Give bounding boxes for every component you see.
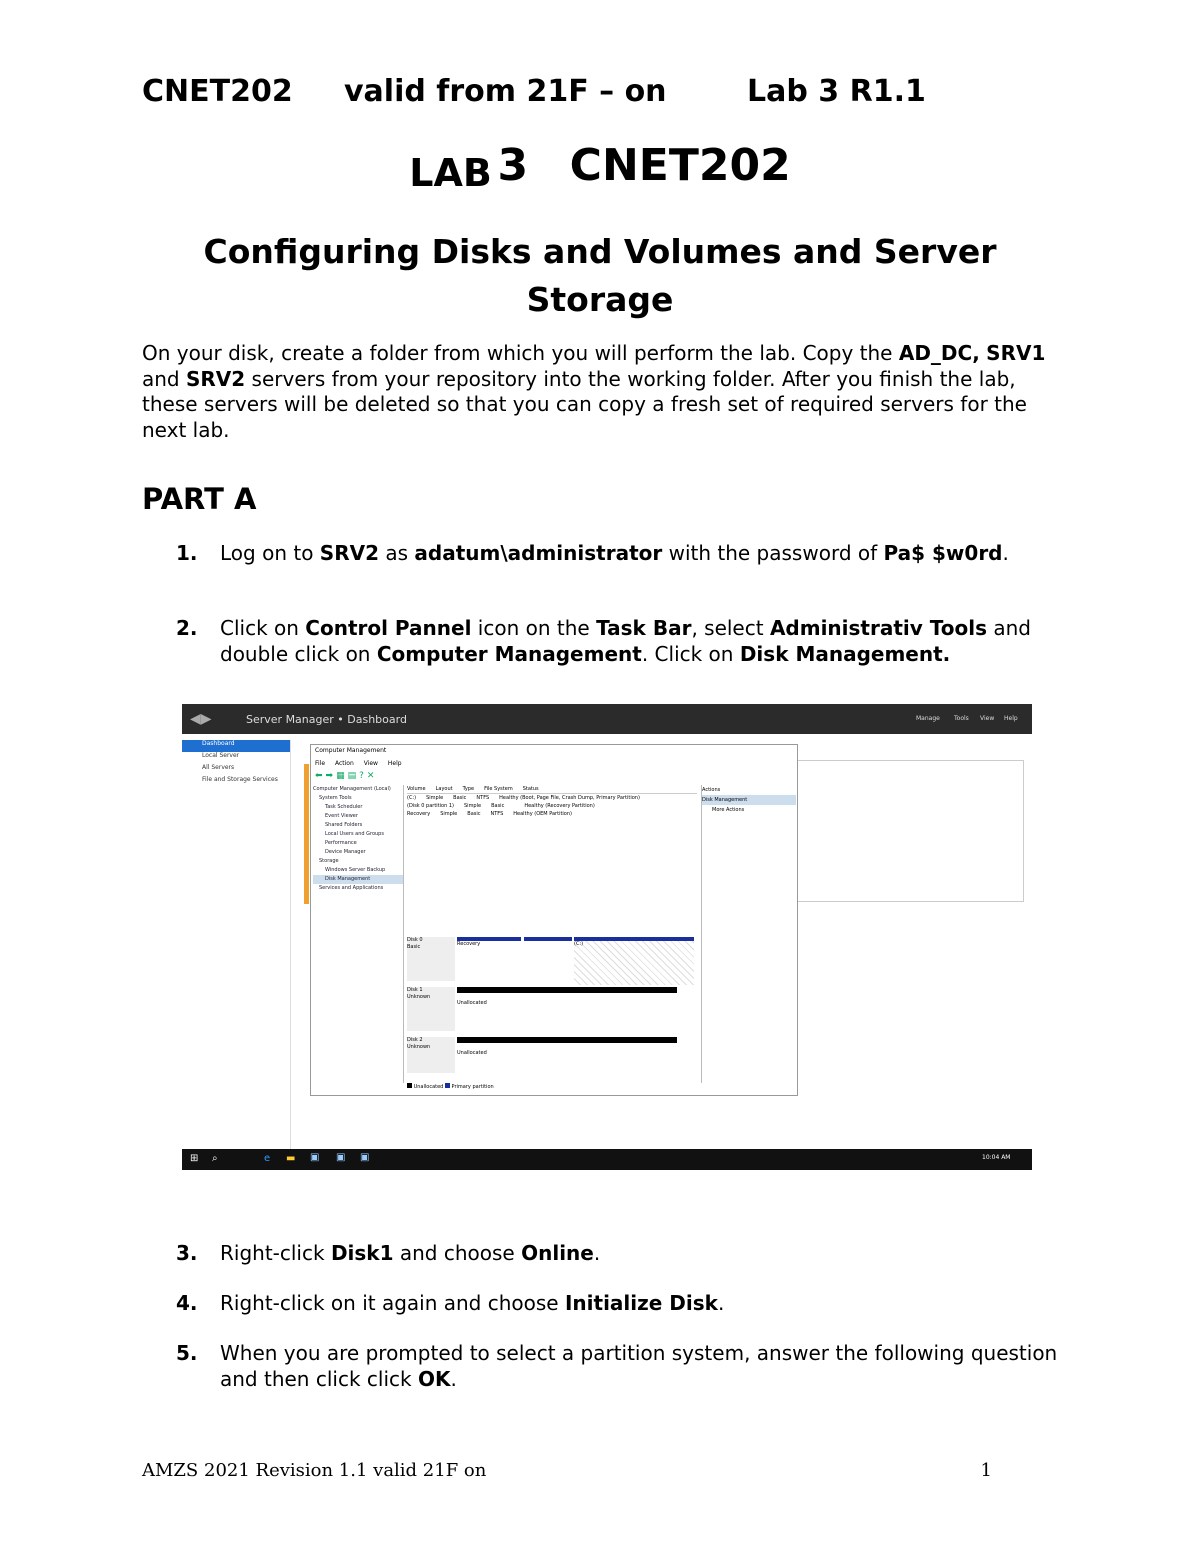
col-header[interactable]: File System [484, 786, 513, 792]
step-number: 1. [176, 541, 198, 565]
page-number: 1 [980, 1460, 992, 1481]
header-validity: valid from 21F – on [344, 74, 667, 109]
sm-menu-view[interactable]: View [980, 715, 995, 722]
document-subtitle: Configuring Disks and Volumes and Server Storage [203, 232, 997, 319]
lab-course: CNET202 [569, 140, 791, 191]
disk-0-label[interactable]: Disk 0 Basic [407, 937, 455, 981]
step-number: 4. [176, 1291, 198, 1315]
cm-menu-action[interactable]: Action [334, 760, 354, 767]
sm-right-panel [797, 760, 1024, 902]
lab-title [0, 140, 1200, 195]
step-number: 5. [176, 1341, 198, 1365]
actions-disk-management[interactable]: Disk Management [702, 795, 796, 805]
step-5 [176, 1341, 1056, 1393]
partition-c[interactable]: (C:) [574, 937, 694, 985]
computer-management-window [310, 744, 798, 1096]
sm-menu-manage[interactable]: Manage [916, 715, 940, 722]
volume-row[interactable]: (C:) Simple Basic NTFS Healthy (Boot, Page File, Crash Dump, Primary Partition) [407, 795, 640, 801]
tree-item-disk-management[interactable]: Disk Management [313, 875, 403, 884]
tree-item[interactable]: Performance [325, 840, 357, 846]
actions-more[interactable]: More Actions [712, 807, 745, 813]
step-text: Click on Control Pannel icon on the Task Bar, select Administrativ Tools and double click on Computer Management. Click on Disk Management. [220, 616, 1031, 666]
sidebar-item-local-server[interactable]: Local Server [202, 752, 240, 759]
step-3 [176, 1241, 1056, 1268]
volume-row[interactable]: Recovery Simple Basic NTFS Healthy (OEM Partition) [407, 811, 572, 817]
actions-pane [701, 785, 796, 1083]
server-manager-bar [182, 704, 1032, 734]
cm-menu-help[interactable]: Help [387, 760, 402, 767]
cm-tree [313, 785, 404, 1083]
header-lab: Lab 3 R1.1 [747, 74, 926, 109]
intro-text: servers from your repository into the working folder. After you finish the lab, these servers will be deleted so that you can copy a fresh set of required servers for the next lab. [142, 366, 1027, 442]
col-header[interactable]: Type [462, 786, 475, 792]
tree-item[interactable]: Shared Folders [325, 822, 363, 828]
disk-1-label[interactable]: Disk 1 Unknown [407, 987, 455, 1031]
intro-bold: SRV2 [185, 366, 246, 391]
sidebar-item-all-servers[interactable]: All Servers [202, 764, 235, 771]
partition-efi[interactable] [524, 937, 572, 985]
legend-primary: Primary partition [451, 1084, 494, 1090]
tree-item[interactable]: Windows Server Backup [325, 867, 386, 873]
volume-list-header [407, 785, 697, 794]
sm-sidebar [182, 740, 291, 1150]
computer-management-icon[interactable]: ▣ [336, 1152, 346, 1163]
step-text: Log on to SRV2 as adatum\administrator with the password of Pa$ $w0rd. [220, 541, 1009, 565]
tree-item[interactable]: Storage [319, 858, 339, 864]
tree-item[interactable]: Task Scheduler [325, 804, 363, 810]
page-footer [142, 1460, 992, 1481]
footer-text: AMZS 2021 Revision 1.1 valid 21F on [142, 1460, 487, 1481]
step-4 [176, 1291, 1056, 1318]
ie-icon[interactable]: e [264, 1153, 271, 1164]
col-header[interactable]: Layout [435, 786, 453, 792]
intro-text: On your disk, create a folder from which you will perform the lab. Copy the [142, 341, 899, 365]
col-header[interactable]: Volume [407, 786, 426, 792]
lab-number: 3 [497, 140, 529, 191]
partition-recovery[interactable]: Recovery [457, 937, 521, 985]
disk-2-label[interactable]: Disk 2 Unknown [407, 1037, 455, 1073]
sm-menu-tools[interactable]: Tools [954, 715, 969, 722]
tree-item[interactable]: Computer Management (Local) [313, 786, 391, 792]
tree-item[interactable]: Local Users and Groups [325, 831, 384, 837]
volume-row[interactable]: (Disk 0 partition 1) Simple Basic Healthy (Recovery Partition) [407, 803, 595, 809]
step-number: 2. [176, 616, 198, 640]
orange-accent [304, 764, 309, 904]
tree-item[interactable]: System Tools [319, 795, 352, 801]
tree-item[interactable]: Services and Applications [319, 885, 384, 891]
volume-list [407, 785, 697, 925]
disk-2-unallocated[interactable]: Unallocated [457, 1037, 677, 1079]
disk-1-unallocated[interactable]: Unallocated [457, 987, 677, 1037]
sidebar-item-file-storage[interactable]: File and Storage Services [202, 776, 278, 783]
step-1 [176, 541, 1056, 593]
back-forward-icon[interactable]: ◀▶ [190, 711, 212, 727]
step-number: 3. [176, 1241, 198, 1265]
intro-paragraph [142, 341, 1062, 443]
cm-menu [315, 760, 402, 767]
server-manager-screenshot [182, 688, 1032, 1170]
intro-bold: AD_DC, [898, 341, 980, 365]
start-icon[interactable]: ⊞ [190, 1153, 199, 1164]
cm-toolbar: ⬅➡▦▤?✕ [315, 771, 378, 781]
sidebar-item-dashboard[interactable]: Dashboard [182, 740, 290, 752]
taskbar-clock: 10:04 AM [982, 1154, 1011, 1161]
cm-menu-file[interactable]: File [315, 760, 326, 767]
legend-unallocated: Unallocated [413, 1084, 444, 1090]
disk-map [407, 937, 697, 1079]
search-icon[interactable]: ⌕ [212, 1153, 218, 1164]
window-titlebar [182, 688, 1032, 702]
intro-text: and [142, 366, 186, 391]
windows-taskbar [182, 1149, 1032, 1170]
lab-word: LAB [409, 151, 492, 195]
folder-icon[interactable]: ▬ [286, 1153, 296, 1164]
disk-icon[interactable]: ▣ [360, 1152, 370, 1163]
step-text: When you are prompted to select a partition system, answer the following question and then click click OK. [220, 1341, 1058, 1391]
tree-item[interactable]: Event Viewer [325, 813, 358, 819]
step-2 [176, 616, 1056, 668]
actions-header: Actions [702, 787, 721, 793]
tree-item[interactable]: Device Manager [325, 849, 366, 855]
part-a-heading: PART A [142, 482, 257, 516]
sm-menu-help[interactable]: Help [1004, 715, 1018, 722]
header-course: CNET202 [142, 74, 293, 109]
cm-menu-view[interactable]: View [363, 760, 378, 767]
sm-title: Server Manager • Dashboard [246, 713, 407, 726]
step-text: Right-click on it again and choose Initialize Disk. [220, 1291, 725, 1315]
step-text: Right-click Disk1 and choose Online. [220, 1241, 601, 1265]
disk-legend [407, 1083, 494, 1090]
cm-title: Computer Management [315, 747, 387, 754]
server-manager-icon[interactable]: ▣ [310, 1152, 320, 1163]
col-header[interactable]: Status [522, 786, 539, 792]
intro-bold: SRV1 [986, 341, 1046, 365]
